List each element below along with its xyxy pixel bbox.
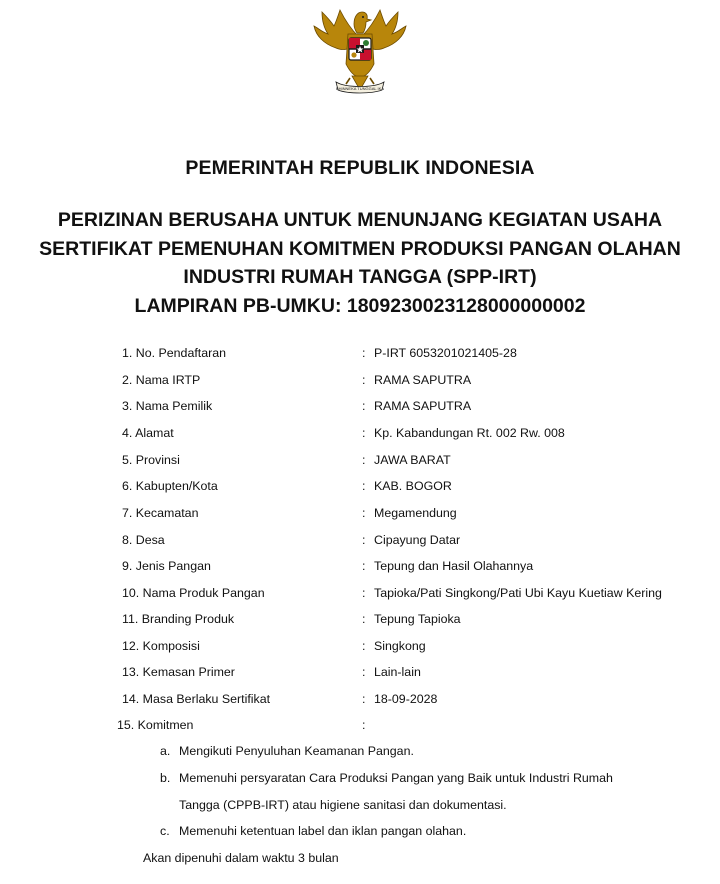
field-separator: : — [362, 453, 366, 467]
field-product-name — [0, 586, 720, 606]
field-separator: : — [362, 665, 366, 679]
field-separator: : — [362, 586, 366, 600]
field-district — [0, 506, 720, 526]
field-value: JAWA BARAT — [374, 453, 451, 467]
field-label: 5. Provinsi — [122, 453, 180, 467]
field-composition — [0, 639, 720, 659]
field-value: Tepung Tapioka — [374, 612, 461, 626]
field-separator: : — [362, 718, 366, 732]
field-separator: : — [362, 692, 366, 706]
field-label: 4. Alamat — [122, 426, 174, 440]
field-separator: : — [362, 639, 366, 653]
commitment-marker: c. — [160, 824, 170, 838]
field-label: 6. Kabupten/Kota — [122, 479, 218, 493]
field-regency — [0, 479, 720, 499]
commitment-marker: b. — [160, 771, 171, 785]
field-label: 15. Komitmen — [117, 718, 194, 732]
field-separator: : — [362, 506, 366, 520]
field-owner-name — [0, 399, 720, 419]
field-value: Tepung dan Hasil Olahannya — [374, 559, 534, 573]
field-irtp-name — [0, 373, 720, 393]
field-value: Singkong — [374, 639, 426, 653]
field-label: 7. Kecamatan — [122, 506, 199, 520]
field-separator: : — [362, 612, 366, 626]
field-separator: : — [362, 533, 366, 547]
field-separator: : — [362, 426, 366, 440]
field-label: 12. Komposisi — [122, 639, 200, 653]
field-separator: : — [362, 479, 366, 493]
field-province — [0, 453, 720, 473]
commitment-item — [160, 744, 680, 764]
field-separator: : — [362, 399, 366, 413]
field-separator: : — [362, 346, 366, 360]
field-label: 11. Branding Produk — [122, 612, 235, 626]
field-commitment — [0, 718, 720, 738]
field-value: 18-09-2028 — [374, 692, 438, 706]
field-value: Lain-lain — [374, 665, 421, 679]
field-product-branding — [0, 612, 720, 632]
field-label: 2. Nama IRTP — [122, 373, 201, 387]
commitment-item — [160, 771, 700, 791]
field-label: 10. Nama Produk Pangan — [122, 586, 265, 600]
field-label: 13. Kemasan Primer — [122, 665, 235, 679]
field-label: 14. Masa Berlaku Sertifikat — [122, 692, 271, 706]
field-value: RAMA SAPUTRA — [374, 373, 472, 387]
commitment-text: Memenuhi persyaratan Cara Produksi Pangan yang Baik untuk Industri Rumah — [179, 771, 613, 785]
field-value: Kp. Kabandungan Rt. 002 Rw. 008 — [374, 426, 565, 440]
field-certificate-validity — [0, 692, 720, 712]
commitment-text: Tangga (CPPB-IRT) atau higiene sanitasi dan dokumentasi. — [179, 798, 507, 812]
field-separator: : — [362, 373, 366, 387]
heading-line: PERIZINAN BERUSAHA UNTUK MENUNJANG KEGIATAN USAHA — [57, 209, 663, 231]
document-heading — [0, 206, 720, 320]
field-value: P-IRT 6053201021405-28 — [374, 346, 517, 360]
commitment-item — [160, 824, 680, 844]
field-village — [0, 533, 720, 553]
field-value: Megamendung — [374, 506, 457, 520]
field-food-type — [0, 559, 720, 579]
certificate-attachment-number: LAMPIRAN PB-UMKU: 1809230023128000000002 — [134, 294, 586, 317]
field-registration-number — [0, 346, 720, 366]
field-label: 3. Nama Pemilik — [122, 399, 213, 413]
commitment-text: Mengikuti Penyuluhan Keamanan Pangan. — [179, 744, 414, 758]
field-value: RAMA SAPUTRA — [374, 399, 472, 413]
commitment-marker: a. — [160, 744, 171, 758]
svg-text:BHINNEKA TUNGGAL IKA: BHINNEKA TUNGGAL IKA — [335, 86, 385, 91]
field-value: KAB. BOGOR — [374, 479, 452, 493]
heading-line: SERTIFIKAT PEMENUHAN KOMITMEN PRODUKSI PANGAN OLAHAN — [39, 237, 681, 260]
field-address — [0, 426, 720, 446]
issuing-authority: PEMERINTAH REPUBLIK INDONESIA — [185, 157, 535, 179]
heading-line: INDUSTRI RUMAH TANGGA (SPP-IRT) — [183, 266, 537, 289]
commitment-text: Memenuhi ketentuan label dan iklan pangan olahan. — [179, 824, 467, 838]
commitment-item-continued — [160, 798, 700, 818]
field-primary-packaging — [0, 665, 720, 685]
field-label: 9. Jenis Pangan — [122, 559, 211, 573]
fulfillment-note-text: Akan dipenuhi dalam waktu 3 bulan — [143, 851, 339, 865]
field-label: 1. No. Pendaftaran — [122, 346, 227, 360]
field-value: Tapioka/Pati Singkong/Pati Ubi Kayu Kuetiaw Kering — [374, 586, 662, 600]
field-label: 8. Desa — [122, 533, 165, 547]
fulfillment-note — [143, 851, 543, 871]
field-value: Cipayung Datar — [374, 533, 461, 547]
field-separator: : — [362, 559, 366, 573]
garuda-emblem-icon — [310, 6, 410, 98]
